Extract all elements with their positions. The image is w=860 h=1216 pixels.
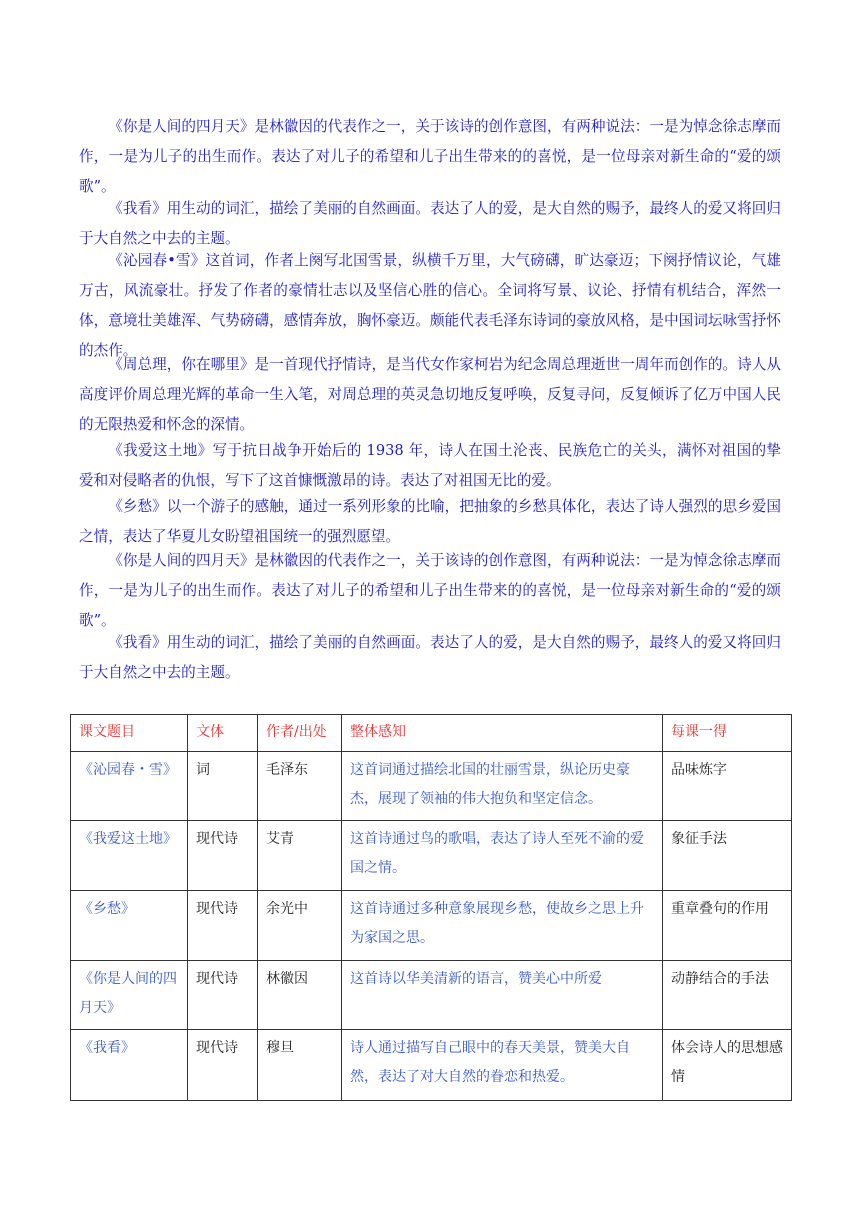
header-title: 课文题目 [71, 715, 188, 752]
cell-author: 毛泽东 [258, 752, 342, 821]
table-row [71, 752, 792, 821]
cell-overall: 这首诗通过多种意象展现乡愁，使故乡之思上升为家国之思。 [342, 891, 663, 961]
header-author: 作者/出处 [258, 715, 342, 752]
cell-overall: 这首词通过描绘北国的壮丽雪景，纵论历史豪杰，展现了领袖的伟大抱负和坚定信念。 [342, 752, 663, 821]
cell-title: 《乡愁》 [71, 891, 188, 961]
header-genre: 文体 [188, 715, 258, 752]
cell-takeaway: 象征手法 [663, 821, 792, 891]
cell-author: 林徽因 [258, 961, 342, 1030]
table-header-row [71, 715, 792, 752]
cell-title: 《你是人间的四月天》 [71, 961, 188, 1030]
cell-overall: 这首诗以华美清新的语言，赞美心中所爱 [342, 961, 663, 1030]
table-row [71, 961, 792, 1030]
cell-genre: 现代诗 [188, 961, 258, 1030]
paragraph-siyuetian-2: 《你是人间的四月天》是林徽因的代表作之一，关于该诗的创作意图，有两种说法：一是为悼念徐志摩而作，一是为儿子的出生而作。表达了对儿子的希望和儿子出生带来的的喜悦，是一位母亲对新生命的“爱的颂歌”。 [79, 552, 781, 629]
header-takeaway: 每课一得 [663, 715, 792, 752]
paragraph-siyuetian-1: 《你是人间的四月天》是林徽因的代表作之一，关于该诗的创作意图，有两种说法：一是为悼念徐志摩而作，一是为儿子的出生而作。表达了对儿子的希望和儿子出生带来的的喜悦，是一位母亲对新生命的“爱的颂歌”。 [79, 118, 781, 195]
cell-genre: 现代诗 [188, 891, 258, 961]
paragraph-qinyuanchun: 《沁园春•雪》这首词，作者上阕写北国雪景，纵横千万里，大气磅礴，旷达豪迈；下阕抒情议论，气雄万古，风流豪壮。抒发了作者的豪情壮志以及坚信心胜的信心。全词将写景、议论、抒情有机结合，浑然一体，意境壮美雄浑、气势磅礴，感情奔放，胸怀豪迈。颇能代表毛泽东诗词的豪放风格，是中国词坛咏雪抒怀的杰作。 [79, 252, 781, 359]
cell-title: 《我看》 [71, 1030, 188, 1101]
table-row [71, 1030, 792, 1101]
header-overall: 整体感知 [342, 715, 663, 752]
cell-takeaway: 重章叠句的作用 [663, 891, 792, 961]
cell-takeaway: 动静结合的手法 [663, 961, 792, 1030]
paragraph-wokan-2: 《我看》用生动的词汇，描绘了美丽的自然画面。表达了人的爱，是大自然的赐予，最终人的爱又将回归于大自然之中去的主题。 [79, 634, 781, 681]
cell-overall: 这首诗通过鸟的歌唱，表达了诗人至死不渝的爱国之情。 [342, 821, 663, 891]
paragraph-xiangchou: 《乡愁》以一个游子的感触，通过一系列形象的比喻，把抽象的乡愁具体化，表达了诗人强烈的思乡爱国之情，表达了华夏儿女盼望祖国统一的强烈愿望。 [79, 498, 781, 545]
cell-title: 《沁园春・雪》 [71, 752, 188, 821]
paragraph-wokan-1: 《我看》用生动的词汇，描绘了美丽的自然画面。表达了人的爱，是大自然的赐予，最终人的爱又将回归于大自然之中去的主题。 [79, 200, 781, 247]
cell-title: 《我爱这土地》 [71, 821, 188, 891]
cell-author: 艾青 [258, 821, 342, 891]
cell-takeaway: 品味炼字 [663, 752, 792, 821]
paragraph-woaizhetudi: 《我爱这土地》写于抗日战争开始后的 1938 年，诗人在国土沦丧、民族危亡的关头，满怀对祖国的挚爱和对侵略者的仇恨，写下了这首慷慨激昂的诗。表达了对祖国无比的爱。 [79, 442, 781, 489]
cell-genre: 现代诗 [188, 1030, 258, 1101]
table-row [71, 821, 792, 891]
cell-author: 穆旦 [258, 1030, 342, 1101]
paragraph-zhouzongli: 《周总理，你在哪里》是一首现代抒情诗，是当代女作家柯岩为纪念周总理逝世一周年而创作的。诗人从高度评价周总理光辉的革命一生入笔，对周总理的英灵急切地反复呼唤，反复寻问，反复倾诉了亿万中国人民的无限热爱和怀念的深情。 [79, 356, 781, 433]
summary-table [70, 714, 792, 1101]
cell-genre: 现代诗 [188, 821, 258, 891]
cell-genre: 词 [188, 752, 258, 821]
cell-takeaway: 体会诗人的思想感情 [663, 1030, 792, 1101]
table-row [71, 891, 792, 961]
cell-author: 余光中 [258, 891, 342, 961]
cell-overall: 诗人通过描写自己眼中的春天美景，赞美大自然，表达了对大自然的眷恋和热爱。 [342, 1030, 663, 1101]
